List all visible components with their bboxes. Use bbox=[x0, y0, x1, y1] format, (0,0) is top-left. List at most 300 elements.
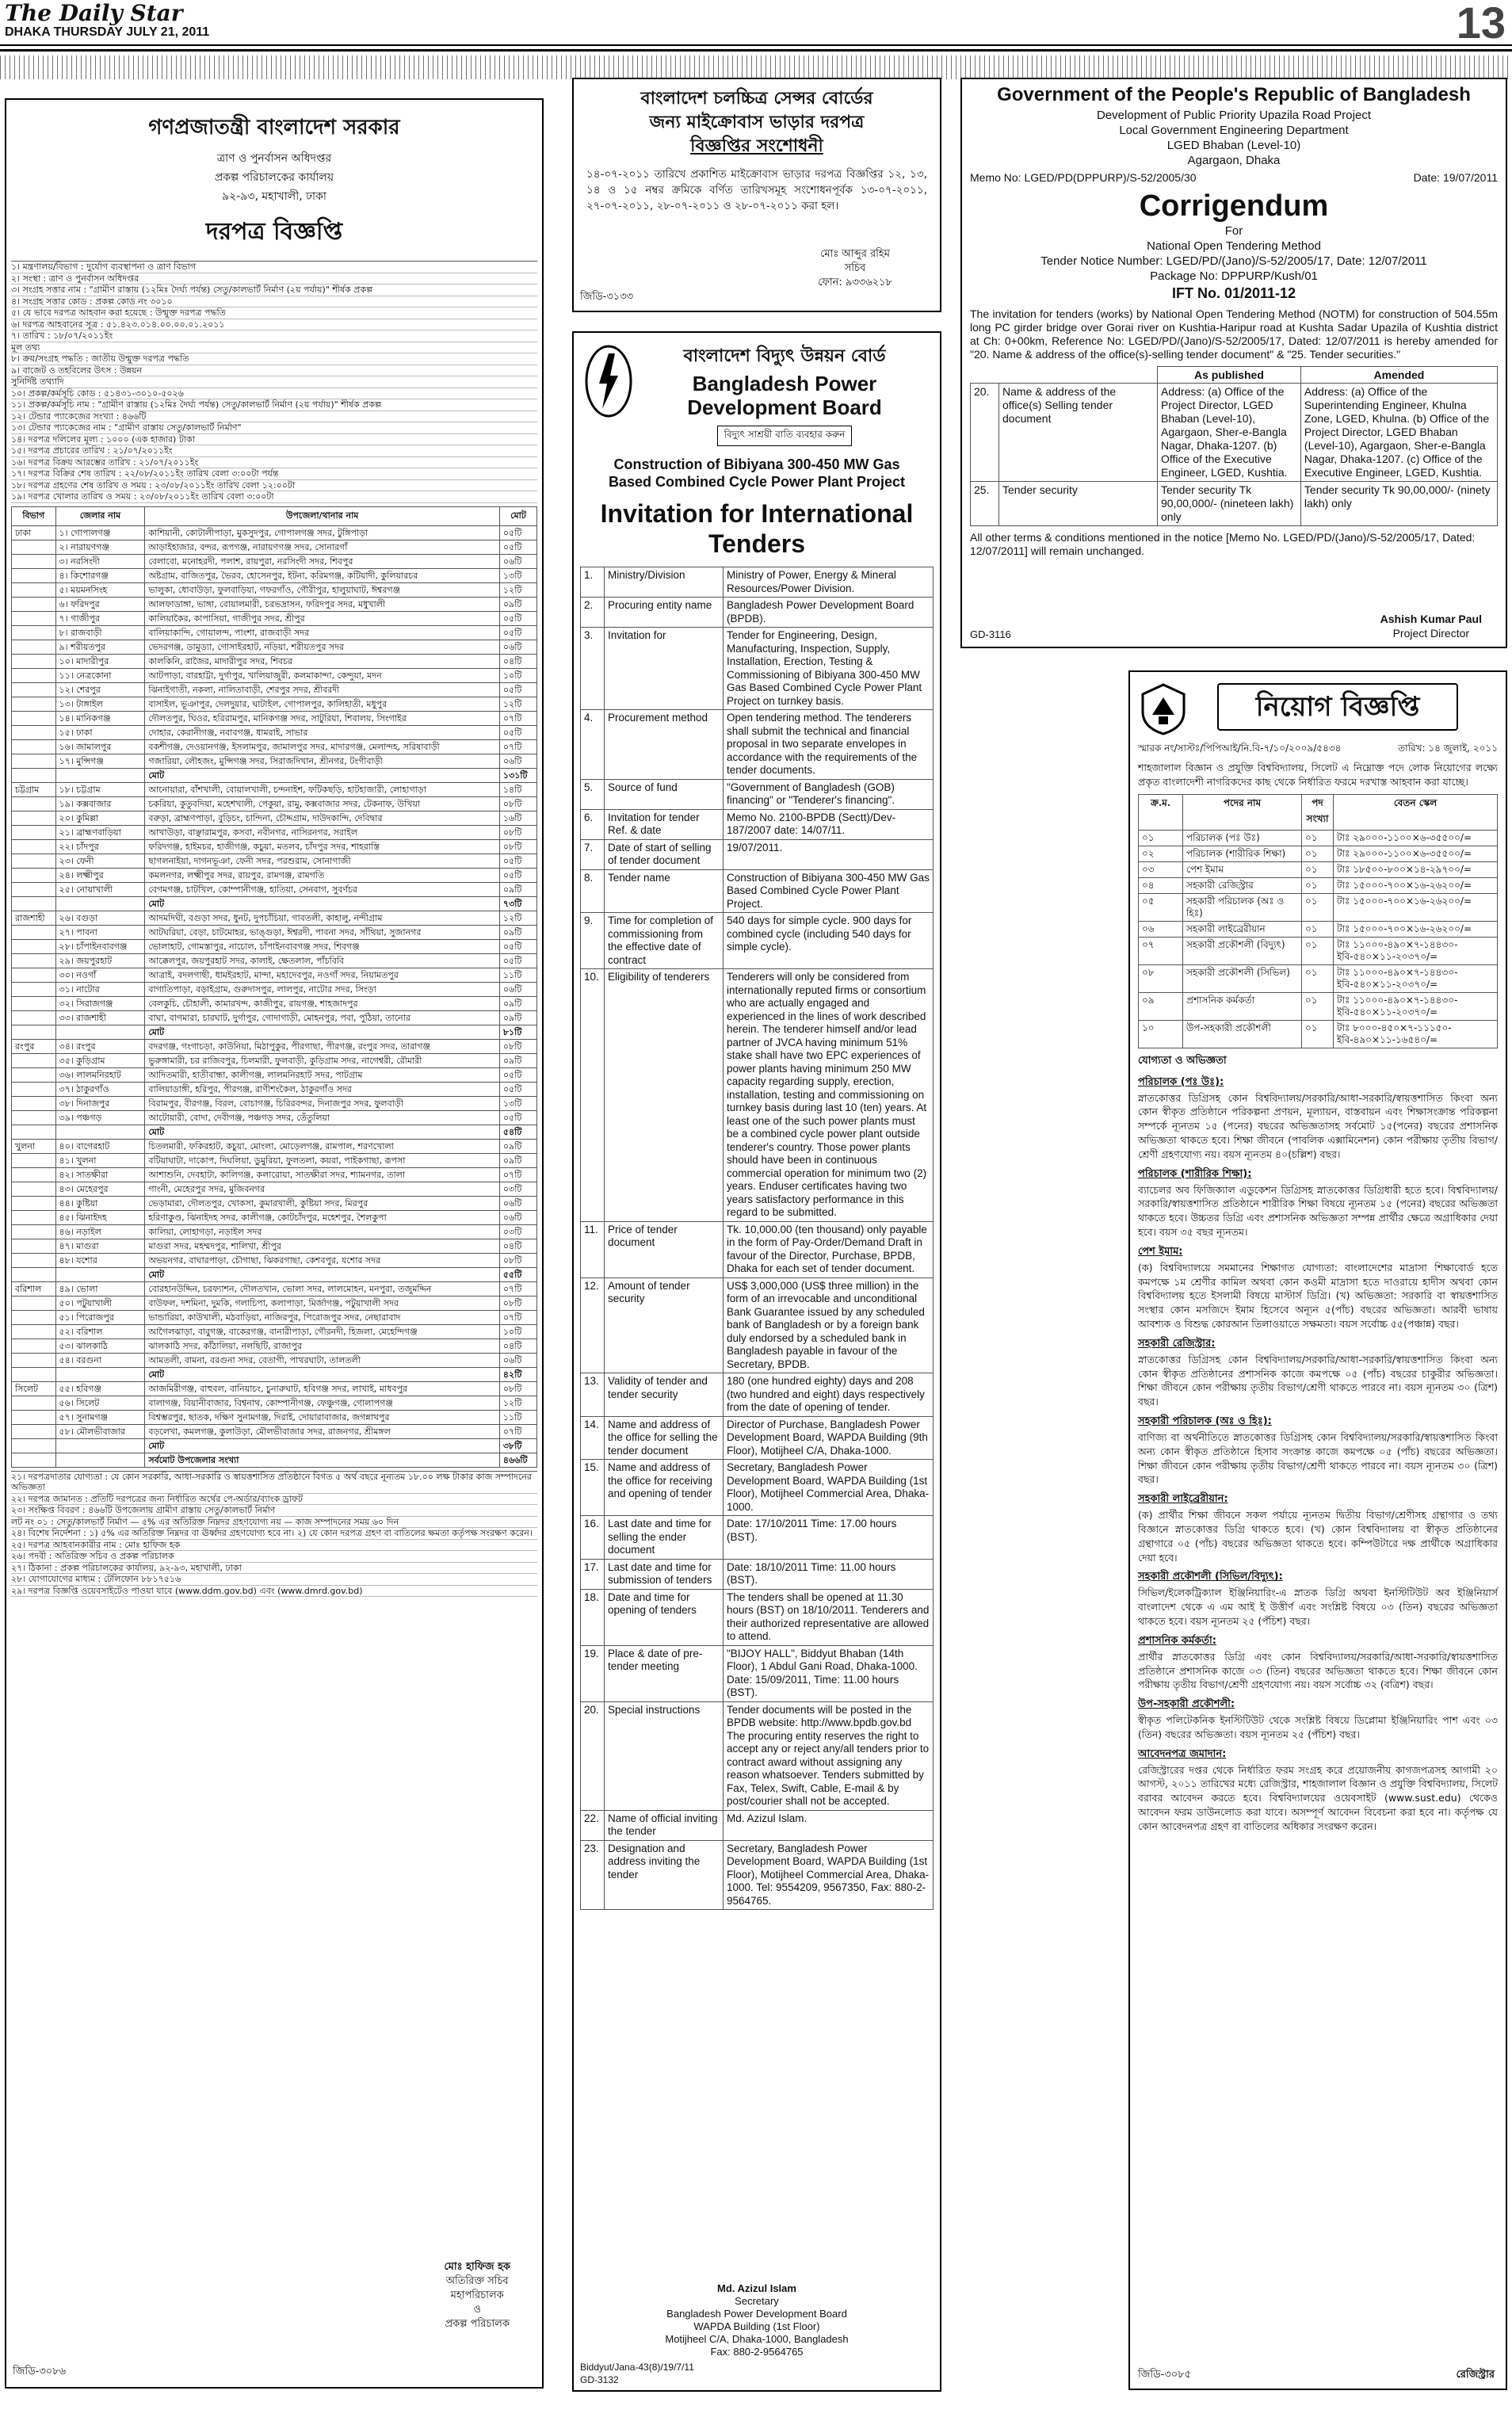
bpdb-cell: 13. bbox=[581, 1373, 605, 1417]
district-cell: ভুরুঙ্গামারী, চর রাজিবপুর, চিলমারী, ফুলবাড়ী, কুড়িগ্রাম সদর, নাগেশ্বরী, রৌমারী bbox=[145, 1053, 500, 1067]
district-row bbox=[12, 1296, 537, 1310]
district-cell bbox=[12, 1453, 56, 1467]
district-cell: ০৮টি bbox=[499, 825, 536, 839]
bpdb-cell: Last date and time for selling the ender document bbox=[605, 1516, 724, 1560]
district-cell: ০৫টি bbox=[499, 625, 536, 640]
district-cell: আটোয়ারী, বোদা, দেবীগঞ্জ, পঞ্চগড় সদর, তেঁতুলিয়া bbox=[145, 1110, 500, 1125]
district-cell: ১৩টি bbox=[499, 1096, 536, 1110]
district-cell bbox=[12, 668, 56, 682]
district-cell: বরুড়া, ব্রাহ্মণপাড়া, বুড়িচং, চান্দিনা, চৌদ্দগ্রাম, দাউদকান্দি, দেবিদ্বার bbox=[145, 811, 500, 825]
district-row bbox=[12, 1267, 537, 1281]
district-row bbox=[12, 582, 537, 597]
bpdb-gd-code: GD-3132 bbox=[580, 2374, 619, 2385]
district-cell: ২১। ব্রাহ্মণবাড়িয়া bbox=[55, 825, 145, 839]
niyog-post-cell: ০৯ bbox=[1139, 992, 1183, 1020]
district-cell bbox=[12, 640, 56, 654]
district-cell bbox=[12, 554, 56, 568]
bpdb-cell: Eligibility of tenderers bbox=[605, 969, 724, 1222]
district-cell: ৭। গাজীপুর bbox=[55, 611, 145, 625]
bpdb-itt-title-2: Tenders bbox=[708, 529, 806, 558]
district-cell: ০৩টি bbox=[499, 1182, 536, 1196]
district-cell: ২০। কুমিল্লা bbox=[55, 811, 145, 825]
district-cell bbox=[12, 1367, 56, 1381]
district-cell bbox=[12, 882, 56, 896]
district-cell: সর্বমোট উপজেলার সংখ্যা bbox=[145, 1453, 500, 1467]
bpdb-row bbox=[581, 1840, 934, 1910]
bpdb-row bbox=[581, 598, 934, 628]
district-cell bbox=[12, 725, 56, 739]
niyog-section-text: বাণিজ্য বা অর্থনীতিতে স্নাতকোত্তর ডিগ্রিসহ কোন বিশ্ববিদ্যালয়/সরকারি/স্বায়ত্তশাসিত কিংবা অন্য কোন স্বীকৃত প্রতিষ্ঠানে হিসাব সংক্রান্ত কাজে কমপক্ষে ০৫ (পাঁচ) বছরের অভিজ্ঞতা। শিক্ষা জীবনে কোন পরীক্ষায় তৃতীয় বিভাগ/শ্রেণী থাকতে পারবে না। বয়স ন্যূনতম ৩০ (ত্রিশ) বছর। bbox=[1138, 1430, 1498, 1486]
district-cell: ৪৪। কুষ্টিয়া bbox=[55, 1196, 145, 1210]
tender-info-row: ৬। দরপত্র আহবানের সূত্র : ৫১.৪২৩.০১৪.০০.০০.০১.২০১১ bbox=[11, 319, 537, 331]
tender-bottom-row: ২৭। ঠিকানা : প্রকল্প পরিচালকের কার্যালয়, ৯২-৯৩, মহাখালী, ঢাকা bbox=[11, 1563, 537, 1575]
district-cell: ০৭টি bbox=[499, 1167, 536, 1182]
district-cell: ১২টি bbox=[499, 911, 536, 925]
censor-body: ১৪-০৭-২০১১ তারিখে প্রকাশিত মাইক্রোবাস ভাড়ার দরপত্র বিজ্ঞপ্তির ১২, ১৩, ১৪ ও ১৫ নম্বর ক্রমিকে বর্ণিত তারিখসমূহ সংশোধনপূর্বক ১৩-০৭-২০১১, ২৭-০৭-২০১১, ২৮-০৭-২০১১ ও ২৮-০৭-২০১১ করা হল। bbox=[586, 168, 927, 212]
bpdb-cell: US$ 3,000,000 (US$ three million) in the form of an irrevocable and unconditional Bank Guarantee issued by any scheduled bank of Bangladesh or by a foreign bank duly endorsed by a scheduled bank in Bangladesh payable in favour of the Secretary, BPDB. bbox=[724, 1277, 934, 1373]
niyog-section-text: (ক) প্রার্থীর শিক্ষা জীবনে সকল পর্যায়ে ন্যূনতম দ্বিতীয় বিভাগ/শ্রেণীসহ গ্রন্থাগার ও তথ্য বিজ্ঞানে স্নাতকোত্তর ডিগ্রি থাকতে হবে। (খ) কোন বিশ্ববিদ্যালয় বা স্বীকৃত প্রতিষ্ঠানের গ্রন্থাগারে ০৫ (পাঁচ) বছরের অভিজ্ঞতা থাকতে হবে। কম্পিউটারে দক্ষ প্রার্থীকে অগ্রাধিকার দেয়া হবে। bbox=[1138, 1509, 1498, 1564]
district-cell bbox=[12, 682, 56, 697]
niyog-col-header: পদ সংখ্যা bbox=[1302, 794, 1334, 830]
corr-foot: All other terms & conditions mentioned in the notice [Memo No. LGED/PD/(Jano)/S-52/2005/17, Dated: 12/07/2011] will remain unchanged. bbox=[970, 531, 1476, 557]
district-cell: ০৭টি bbox=[499, 711, 536, 725]
bpdb-row bbox=[581, 710, 934, 780]
district-cell: আক্কেলপুর, জয়পুরহাট সদর, কালাই, ক্ষেতলাল, পাঁচবিবি bbox=[145, 953, 500, 968]
niyog-section-heading: সহকারী লাইব্রেরীয়ান: bbox=[1138, 1493, 1228, 1506]
niyog-gd-code: জিডি-৩০৮৫ bbox=[1138, 2369, 1192, 2381]
district-cell bbox=[12, 568, 56, 582]
district-cell: ৪২। সাতক্ষীরা bbox=[55, 1167, 145, 1182]
district-cell: ১১টি bbox=[499, 1410, 536, 1424]
district-row bbox=[12, 854, 537, 868]
district-cell bbox=[12, 625, 56, 640]
district-cell bbox=[12, 1196, 56, 1210]
tender-info-row: মূল তথ্য bbox=[11, 342, 537, 354]
tender-info-row: ১২। টেন্ডার প্যাকেজের সংখ্যা : ৪৬৬টি bbox=[11, 411, 537, 423]
district-cell: রাজশাহী bbox=[12, 911, 56, 925]
district-row bbox=[12, 982, 537, 996]
district-cell: ১২টি bbox=[499, 582, 536, 597]
district-cell bbox=[12, 1410, 56, 1424]
district-cell: ৪১। খুলনা bbox=[55, 1153, 145, 1167]
district-cell bbox=[55, 1025, 145, 1039]
corr-f3: Tender Notice Number: LGED/PD/(Jano)/S-52/2005/17, Date: 12/07/2011 bbox=[1040, 254, 1427, 268]
district-cell: আখাউড়া, বাঞ্ছারামপুর, কসবা, নবীনগর, নাসিরনগর, সরাইল bbox=[145, 825, 500, 839]
niyog-post-cell: ০৬ bbox=[1139, 921, 1183, 937]
bpdb-cell: Amount of tender security bbox=[605, 1277, 724, 1373]
district-cell: ০৭টি bbox=[499, 1310, 536, 1324]
niyog-section-text: (ক) বিশ্ববিদ্যালয়ে সমমানের শিক্ষাগত যোগ্যতা: বাংলাদেশের মাদ্রাসা শিক্ষাবোর্ড হতে কমপক্ষে ১ম শ্রেণীর কামিল অথবা কোন কওমী মাদ্রাসা হতে দাওরায়ে হাদীস অথবা কোন বিশ্ববিদ্যালয় হতে ইসলামী বিষয়ে মাস্টার্স ডিগ্রি। (খ) অভিজ্ঞতা: সরকারি বা স্বায়ত্তশাসিত সংস্থার কোন মসজিদে ইমাম হিসেবে অন্যূন ৫(পাঁচ) বছরের অভিজ্ঞতা। আরবী ভাষায় আবশ্যক ও বিশুদ্ধ কোরআন তিলাওয়াতে সক্ষমতা। বয়স সর্বোচ্চ ৫৫(পঞ্চান্ন) বছর। bbox=[1138, 1261, 1498, 1330]
district-cell: ৪০। বাগেরহাট bbox=[55, 1139, 145, 1153]
district-cell: ১২টি bbox=[499, 697, 536, 711]
bpdb-cell: 23. bbox=[581, 1840, 605, 1910]
tender-info-row: ১৬। দরপত্র বিক্রয় আরম্ভের তারিখ : ২১/০৭/২০১১ইং bbox=[11, 457, 537, 469]
bpdb-cell: Date: 17/10/2011 Time: 17.00 hours (BST). bbox=[724, 1516, 934, 1560]
bpdb-row bbox=[581, 839, 934, 869]
district-cell: ১৪টি bbox=[499, 782, 536, 796]
district-cell: ০৫টি bbox=[499, 868, 536, 882]
district-cell bbox=[12, 654, 56, 668]
district-cell: আদমদিঘী, বগুড়া সদর, ধুনট, দুপচাঁচিয়া, গাবতলী, কাহালু, নন্দীগ্রাম bbox=[145, 911, 500, 925]
bpdb-cell: 3. bbox=[581, 628, 605, 710]
corr-f4: Package No: DPPURP/Kush/01 bbox=[1150, 269, 1318, 283]
bpdb-cell: Time for completion of commissioning from the effective date of contract bbox=[605, 913, 724, 969]
niyog-section-heading: সহকারী প্রকৌশলী (সিভিল/বিদ্যুৎ): bbox=[1138, 1571, 1283, 1583]
district-cell: ৫৪টি bbox=[499, 1125, 536, 1139]
niyog-post-row bbox=[1139, 921, 1498, 937]
corr-r20-no: 20. bbox=[971, 384, 999, 482]
bpdb-cell: Tk. 10,000.00 (ten thousand) only payable in the form of Pay-Order/Demand Draft in favour of the Director, Purchase, BPDB, Dhaka for each set of tender document. bbox=[724, 1221, 934, 1277]
district-cell: ২৩। ফেনী bbox=[55, 854, 145, 868]
district-cell: হরিণাকুণ্ড, ঝিনাইদহ সদর, কালীগঞ্জ, কোটচাঁদপুর, মহেশপুর, শৈলকুপা bbox=[145, 1210, 500, 1224]
district-cell: বেলকুচি, চৌহালী, কামারখন্দ, কাজীপুর, রায়গঞ্জ, শাহজাদপুর bbox=[145, 996, 500, 1010]
niyog-post-cell: ১০ bbox=[1139, 1020, 1183, 1048]
niyog-section-text: স্বীকৃত পলিটেকনিক ইনস্টিটিউট থেকে সংশ্লিষ্ট বিষয়ে ডিপ্লোমা ইঞ্জিনিয়ারিং পাশ এবং ০৩ (তিন) বছরের অভিজ্ঞতা। বয়স ন্যূনতম ২৫ (পঁচিশ) বছর। bbox=[1138, 1714, 1498, 1740]
bpdb-table bbox=[580, 567, 934, 1910]
bpdb-row bbox=[581, 1559, 934, 1589]
district-cell: ১০। মাদারীপুর bbox=[55, 654, 145, 668]
niyog-section-heading: সহকারী রেজিস্ট্রার: bbox=[1138, 1337, 1216, 1350]
district-cell: ০৯টি bbox=[499, 1153, 536, 1167]
district-row bbox=[12, 540, 537, 554]
page-number: 13 bbox=[1456, 0, 1506, 48]
bpdb-project-line-1: Construction of Bibiyana 300-450 MW Gas bbox=[613, 456, 900, 472]
district-col-header: বিভাগ bbox=[12, 506, 56, 525]
tender-sign-title1: অতিরিক্ত সচিব bbox=[445, 2275, 509, 2287]
district-row bbox=[12, 925, 537, 939]
district-cell bbox=[12, 611, 56, 625]
district-cell bbox=[12, 582, 56, 597]
district-cell: ৮১টি bbox=[499, 1025, 536, 1039]
district-cell: ঢাকা bbox=[12, 525, 56, 540]
district-cell: ০৫টি bbox=[499, 1067, 536, 1082]
bpdb-cell: Place & date of pre-tender meeting bbox=[605, 1645, 724, 1701]
niyog-post-cell: ০২ bbox=[1139, 846, 1183, 861]
district-cell: ০৫টি bbox=[499, 939, 536, 953]
bpdb-sign-name: Md. Azizul Islam bbox=[717, 2282, 796, 2294]
tender-info-row: সুনির্দিষ্ট তথ্যাদি bbox=[11, 376, 537, 388]
district-cell: চিতলমারী, ফকিরহাট, কচুয়া, মোংলা, মোড়েলগঞ্জ, রামপাল, শরণখোলা bbox=[145, 1139, 500, 1153]
bpdb-cell: 180 (one hundred eighty) days and 208 (two hundred and eight) days respectively from the date of opening of tender. bbox=[724, 1373, 934, 1417]
bpdb-cell: 6. bbox=[581, 809, 605, 839]
district-cell: আমতলী, বামনা, বরগুনা সদর, বেতাগী, পাথরঘাটা, তালতলী bbox=[145, 1353, 500, 1367]
university-logo-icon bbox=[1141, 683, 1186, 735]
district-cell bbox=[12, 854, 56, 868]
niyog-post-cell: ০৩ bbox=[1139, 861, 1183, 877]
niyog-post-cell: ০১ bbox=[1302, 921, 1334, 937]
district-cell bbox=[12, 1053, 56, 1067]
district-cell: আজমিরীগঞ্জ, বাহুবল, বানিয়াচং, চুনারুঘাট, হবিগঞ্জ সদর, লাখাই, মাধবপুর bbox=[145, 1381, 500, 1396]
bpdb-cell: Construction of Bibiyana 300-450 MW Gas Based Combined Cycle Power Plant Project. bbox=[724, 869, 934, 913]
district-cell bbox=[12, 1296, 56, 1310]
bpdb-cell: Name and address of the office for selling the tender document bbox=[605, 1416, 724, 1460]
tender-info-row: ৫। যে ভাবে দরপত্র আহবান করা হয়েছে : উন্মুক্ত দরপত্র পদ্ধতি bbox=[11, 307, 537, 319]
bpdb-cell: 540 days for simple cycle. 900 days for combined cycle (including 540 days for simple cycle). bbox=[724, 913, 934, 969]
bpdb-invitation-notice bbox=[572, 331, 941, 2392]
district-cell bbox=[12, 1339, 56, 1353]
censor-gd-code: জিডি-৩১৩৩ bbox=[580, 291, 634, 303]
district-table-wrap bbox=[11, 506, 537, 1468]
district-row bbox=[12, 1082, 537, 1096]
bpdb-cell: 11. bbox=[581, 1221, 605, 1277]
district-row bbox=[12, 525, 537, 540]
district-row bbox=[12, 1339, 537, 1353]
district-row bbox=[12, 1453, 537, 1467]
niyog-post-cell: ০৪ bbox=[1139, 877, 1183, 893]
tender-info-row: ১১। প্রকল্প/কর্মসূচি নাম : "গ্রামীণ রাস্তায় (১২মিঃ দৈর্ঘ্য পর্যন্ত) সেতু/কালভার্ট নির্মাণ (২য় পর্যায়)" শীর্ষক প্রকল্প bbox=[11, 399, 537, 411]
niyog-post-cell: উপ-সহকারী প্রকৌশলী bbox=[1183, 1020, 1302, 1048]
niyog-post-cell: সহকারী পরিচালক (অঃ ও হিঃ) bbox=[1183, 893, 1302, 921]
corr-l1: Development of Public Priority Upazila Road Project bbox=[1097, 109, 1371, 122]
bpdb-cell: 19. bbox=[581, 1645, 605, 1701]
district-cell: আদিতমারী, হাতীবান্ধা, কালীগঞ্জ, লালমনিরহাট সদর, পাটগ্রাম bbox=[145, 1067, 500, 1082]
district-row bbox=[12, 1053, 537, 1067]
district-cell: বড়লেখা, কমলগঞ্জ, কুলাউড়া, মৌলভীবাজার সদর, রাজনগর, শ্রীমঙ্গল bbox=[145, 1424, 500, 1438]
bpdb-row bbox=[581, 913, 934, 969]
bpdb-cell: Date: 18/10/2011 Time: 11.00 hours (BST). bbox=[724, 1559, 934, 1589]
district-cell: ৪৯। ভোলা bbox=[55, 1281, 145, 1296]
district-cell: চট্টগ্রাম bbox=[12, 782, 56, 796]
bpdb-row bbox=[581, 1221, 934, 1277]
district-cell bbox=[12, 1153, 56, 1167]
district-cell: ৩৬। লালমনিরহাট bbox=[55, 1067, 145, 1082]
bpdb-ref: Biddyut/Jana-43(8)/19/7/11 bbox=[580, 2362, 694, 2373]
district-row bbox=[12, 839, 537, 854]
district-row bbox=[12, 554, 537, 568]
district-cell bbox=[12, 811, 56, 825]
tender-gov-title: গণপ্রজাতন্ত্রী বাংলাদেশ সরকার bbox=[148, 116, 400, 139]
district-cell: ১৩১টি bbox=[499, 768, 536, 782]
district-cell: মাগুরা সদর, মহম্মদপুর, শালিখা, শ্রীপুর bbox=[145, 1239, 500, 1253]
bpdb-cell: Director of Purchase, Bangladesh Power Development Board, WAPDA Building (9th Floor), Motijheel C/A, Dhaka-1000. bbox=[724, 1416, 934, 1460]
district-row bbox=[12, 1096, 537, 1110]
tender-info-row: ৩। সংগ্রহ সত্তার নাম : "গ্রামীণ রাস্তায় (১২মিঃ দৈর্ঘ্য পর্যন্ত) সেতু/কালভার্ট নির্মাণ (২য় পর্যায়)" শীর্ষক প্রকল্প bbox=[11, 285, 537, 296]
niyog-sign: রেজিস্ট্রার bbox=[1456, 2369, 1495, 2381]
district-row bbox=[12, 1110, 537, 1125]
tender-bottom-row: ২৩। সংক্ষিপ্ত বিবরণ : ৪৬৬টি উপজেলায় গ্রামীণ রাস্তায় সেতু/কালভার্ট নির্মাণ bbox=[11, 1505, 537, 1517]
district-cell: মোট bbox=[145, 1438, 500, 1453]
district-cell: ৫৩। ঝালকাঠি bbox=[55, 1339, 145, 1353]
district-cell: ৩১। নাটোর bbox=[55, 982, 145, 996]
niyog-memo: স্মারক নং/সাস্টঃ/পিপিআই/নি.বি-৭/১০/২০০৯/৫৪৩৪ bbox=[1138, 743, 1342, 754]
bpdb-cell: Secretary, Bangladesh Power Development Board, WAPDA Building (1st Floor), Motijheel Commercial Area, Dhaka-1000. bbox=[724, 1460, 934, 1516]
niyog-post-cell: ০১ bbox=[1302, 893, 1334, 921]
district-cell: ০৫টি bbox=[499, 611, 536, 625]
bpdb-cell: Name of official inviting the tender bbox=[605, 1810, 724, 1840]
district-cell: ৩০। নওগাঁ bbox=[55, 968, 145, 982]
tender-info-row: ১৭। দরপত্র বিক্রির শেষ তারিখ : ২২/০৮/২০১১ইং তারিখ বেলা ৩:০০টা পর্যন্ত bbox=[11, 468, 537, 480]
district-cell bbox=[12, 1310, 56, 1324]
niyog-post-cell: টাঃ ২৯০০০-১১০০×৬-৩৫৫০০/= bbox=[1334, 846, 1498, 861]
district-row bbox=[12, 682, 537, 697]
district-cell: ০৫টি bbox=[499, 1082, 536, 1096]
district-cell: মোট bbox=[145, 1125, 500, 1139]
bpdb-cell: 1. bbox=[581, 567, 605, 598]
tender-info-row: ৪। সংগ্রহ সত্তার কোড : প্রকল্প কোড নং ৩০১০ bbox=[11, 296, 537, 308]
district-cell: ০৬টি bbox=[499, 1196, 536, 1210]
corr-head-published: As published bbox=[1158, 367, 1301, 384]
district-cell: মোট bbox=[145, 896, 500, 911]
niyog-section-text: রেজিস্ট্রারের দপ্তর থেকে নির্ধারিত ফরম সংগ্রহ করে প্রয়োজনীয় কাগজপত্রসহ আগামী ২০ আগস্ট, ২০১১ তারিখের মধ্যে রেজিস্ট্রার, শাহজালাল বিজ্ঞান ও প্রযুক্তি বিশ্ববিদ্যালয়, সিলেট বরাবর আবেদন করতে হবে। বিশ্ববিদ্যালয়ের ওয়েবসাইট (www.sust.edu) থেকেও আবেদন ফরম ডাউনলোড করা যাবে। অসম্পূর্ণ আবেদন বিবেচনা করা হবে না। কর্তৃপক্ষ যে কোন আবেদনপত্র গ্রহণ বা বাতিলের অধিকার সংরক্ষণ করেন। bbox=[1138, 1763, 1498, 1832]
tender-info-row: ২। সংস্থা : ত্রাণ ও পুনর্বাসন অধিদপ্তর bbox=[11, 273, 537, 285]
district-cell: বটিয়াঘাটা, দাকোপ, দিঘলিয়া, ডুমুরিয়া, ফুলতলা, কয়রা, পাইকগাছা, রূপসা bbox=[145, 1153, 500, 1167]
bpdb-row bbox=[581, 969, 934, 1222]
district-cell: ৪৬৬টি bbox=[499, 1453, 536, 1467]
district-row bbox=[12, 1438, 537, 1453]
niyog-title: নিয়োগ বিজ্ঞপ্তি bbox=[1217, 683, 1458, 731]
niyog-post-cell: টাঃ ১৮৫০০-৮০০×১৪-২৯৭০০/= bbox=[1334, 861, 1498, 877]
corr-title: Corrigendum bbox=[1139, 189, 1329, 223]
district-cell: বিশ্বম্ভরপুর, ছাতক, দক্ষিণ সুনামগঞ্জ, দিরাই, দোয়ারাবাজার, জগন্নাথপুর bbox=[145, 1410, 500, 1424]
bpdb-cell: Validity of tender and tender security bbox=[605, 1373, 724, 1417]
district-row bbox=[12, 1224, 537, 1239]
bangla-tender-notice bbox=[5, 98, 544, 2389]
niyog-section-text: সিভিল/ইলেকট্রিক্যাল ইঞ্জিনিয়ারিং-এ স্নাতক ডিগ্রি অথবা ইনস্টিটিউট অব ইঞ্জিনিয়ার্স বাংলাদেশ থেকে এ এম আই ই উত্তীর্ণ এবং সংশ্লিষ্ট বিষয়ে ০৩ (তিন) বছরের অভিজ্ঞতা থাকতে হবে। বয়স ন্যূনতম ২৫ (পঁচিশ) বছর। bbox=[1138, 1587, 1498, 1627]
tender-sign-title2: মহাপরিচালক bbox=[450, 2289, 504, 2301]
district-cell bbox=[12, 1424, 56, 1438]
district-cell bbox=[12, 1182, 56, 1196]
district-cell: ১০টি bbox=[499, 668, 536, 682]
tender-info-row: ১। মন্ত্রণালয়/বিভাগ : দুর্যোগ ব্যবস্থাপনা ও ত্রাণ বিভাগ bbox=[11, 262, 537, 273]
censor-phone: ফোন: ৯৩৩৬২১৮ bbox=[818, 277, 892, 288]
district-cell: ০৭টি bbox=[499, 1281, 536, 1296]
district-cell: ৩৭। ঠাকুরগাঁও bbox=[55, 1082, 145, 1096]
hatch-strip-top bbox=[0, 55, 1512, 79]
district-cell bbox=[12, 768, 56, 782]
district-cell: আটপাড়া, বারহাট্টা, দুর্গাপুর, খালিয়াজুরী, কলমাকান্দা, কেন্দুয়া, মদন bbox=[145, 668, 500, 682]
district-cell: ঝিনাইগাতী, নকলা, নালিতাবাড়ী, শেরপুর সদর, শ্রীবরদী bbox=[145, 682, 500, 697]
district-cell: ছাগলনাইয়া, দাগনভূঞা, ফেনী সদর, পরশুরাম, সোনাগাজী bbox=[145, 854, 500, 868]
district-row bbox=[12, 1182, 537, 1196]
district-cell bbox=[12, 754, 56, 768]
niyog-post-cell: পেশ ইমাম bbox=[1183, 861, 1302, 877]
district-cell: ৫৬। সিলেট bbox=[55, 1396, 145, 1410]
district-cell: ০৮টি bbox=[499, 839, 536, 854]
district-cell: বাঘা, বাগমারা, চারঘাট, দুর্গাপুর, গোদাগাড়ী, মোহনপুর, পবা, পুঠিয়া, তানোর bbox=[145, 1010, 500, 1025]
corr-signature bbox=[1380, 612, 1482, 640]
bpdb-row bbox=[581, 1589, 934, 1645]
district-cell: ১৮। চট্টগ্রাম bbox=[55, 782, 145, 796]
niyog-post-cell: টাঃ ১৫০০০-৭০০×১৬-২৬২০০/= bbox=[1334, 877, 1498, 893]
district-row bbox=[12, 825, 537, 839]
district-cell: ১৭। মুন্সিগঞ্জ bbox=[55, 754, 145, 768]
tender-gd-code: জিডি-৩০৮৬ bbox=[13, 2366, 67, 2377]
tender-bottom-row: ২১। দরপত্রদাতার যোগ্যতা : যে কোন সরকারি, আধা-সরকারি ও স্বায়ত্তশাসিত প্রতিষ্ঠানে বিগত ৫ অর্থ বছরে নূন্যতম ১৮.০০ লক্ষ টাকার কাজ সম্পাদনের অভিজ্ঞতা bbox=[11, 1472, 537, 1494]
niyog-post-row bbox=[1139, 830, 1498, 846]
niyog-post-cell: ০১ bbox=[1302, 937, 1334, 964]
tender-info-row: ১৪। দরপত্র দলিলের মূল্য : ১০০০ (এক হাজার) টাকা bbox=[11, 434, 537, 446]
bpdb-cell: 19/07/2011. bbox=[724, 839, 934, 869]
district-cell bbox=[12, 1239, 56, 1253]
district-cell: ৬। ফরিদপুর bbox=[55, 597, 145, 611]
corr-body: The invitation for tenders (works) by National Open Tendering Method (NOTM) for construction of 504.55m long PC girder bridge over Gorai river on Kushtia-Haripur road at Kushta Sadar Upazila of Kushtia district at Ch: 0+00km, Reference No: LGED/PD/(Jano)/S-52/2005/17, Dated: 12/07/2011 is hereby amended for "20. Name & address of the office(s)-selling tender document" & "25. Tender securities." bbox=[970, 307, 1498, 361]
tender-bottom-row: ২৯। দরপত্র বিজ্ঞপ্তি ওয়েবসাইটেও পাওয়া যাবে (www.ddm.gov.bd) এবং (www.dmrd.gov.bd) bbox=[11, 1586, 537, 1598]
corr-r25-amended: Tender security Tk 90,00,000/- (ninety lakh) only bbox=[1300, 482, 1497, 526]
district-cell: ৩৮টি bbox=[499, 1438, 536, 1453]
district-row bbox=[12, 654, 537, 668]
district-row bbox=[12, 739, 537, 754]
district-cell: বেগমগঞ্জ, চাটখিল, কোম্পানীগঞ্জ, হাতিয়া, সেনবাগ, সুবর্ণচর bbox=[145, 882, 500, 896]
district-cell: রংপুর bbox=[12, 1039, 56, 1053]
bpdb-sign-l3: WAPDA Building (1st Floor) bbox=[693, 2320, 820, 2332]
bpdb-name-en-2: Development Board bbox=[687, 395, 882, 419]
district-cell: আটঘরিয়া, বেড়া, চাটমোহর, ভাঙ্গুড়া, ঈশ্বরদী, পাবনা সদর, সাঁথিয়া, সুজানগর bbox=[145, 925, 500, 939]
corr-sign-name: Ashish Kumar Paul bbox=[1380, 613, 1482, 625]
niyog-post-cell: ০১ bbox=[1139, 830, 1183, 846]
district-row bbox=[12, 939, 537, 953]
district-cell: ০৫টি bbox=[499, 725, 536, 739]
district-cell: সিলেট bbox=[12, 1381, 56, 1396]
district-cell: ০৫টি bbox=[499, 854, 536, 868]
censor-title-1: বাংলাদেশ চলচ্চিত্র সেন্সর বোর্ডের bbox=[640, 89, 873, 109]
district-cell: ৪৩। মেহেরপুর bbox=[55, 1182, 145, 1196]
niyog-section-heading: আবেদনপত্র জমাদান: bbox=[1138, 1747, 1227, 1760]
district-cell: আশাশুনি, দেবহাটা, কালিগঞ্জ, কলারোয়া, সাতক্ষীরা সদর, শ্যামনগর, তালা bbox=[145, 1167, 500, 1182]
district-row bbox=[12, 1025, 537, 1039]
district-row bbox=[12, 711, 537, 725]
bpdb-row bbox=[581, 1460, 934, 1516]
bpdb-row bbox=[581, 1516, 934, 1560]
tender-info-row: ১৯। দরপত্র খোলার তারিখ ও সময় : ২৩/০৮/২০১১ইং তারিখ বেলা ৩:০০টা bbox=[11, 491, 537, 503]
censor-sign-title: সচিব bbox=[844, 262, 866, 274]
district-row bbox=[12, 1010, 537, 1025]
bpdb-cell: "Government of Bangladesh (GOB) financing" or "Tenderer's financing". bbox=[724, 779, 934, 809]
district-cell: ০৫টি bbox=[499, 540, 536, 554]
district-row bbox=[12, 796, 537, 811]
niyog-section-heading: প্রশাসনিক কর্মকর্তা: bbox=[1138, 1634, 1216, 1647]
district-cell bbox=[55, 1453, 145, 1467]
district-cell bbox=[12, 1010, 56, 1025]
niyog-post-cell: সহকারী প্রকৌশলী (সিভিল) bbox=[1183, 964, 1302, 992]
district-row bbox=[12, 1139, 537, 1153]
district-cell: ১২টি bbox=[499, 1396, 536, 1410]
corr-ift: IFT No. 01/2011-12 bbox=[1171, 285, 1296, 301]
bpdb-cell: 12. bbox=[581, 1277, 605, 1373]
district-cell: ৫০। পটুয়াখালী bbox=[55, 1296, 145, 1310]
tender-dept: ত্রাণ ও পুনর্বাসন অধিদপ্তর bbox=[216, 152, 332, 165]
lged-corrigendum-notice bbox=[960, 78, 1507, 648]
tender-bottom-row: ২৫। দরপত্র আহবানকারীর নাম : মোঃ হাফিজ হক bbox=[11, 1540, 537, 1552]
district-cell: আড়াইহাজার, বন্দর, রূপগঞ্জ, নারায়ণগঞ্জ সদর, সোনারগাঁ bbox=[145, 540, 500, 554]
district-cell: ৫৫টি bbox=[499, 1267, 536, 1281]
niyog-post-cell: সহকারী রেজিস্ট্রার bbox=[1183, 877, 1302, 893]
niyog-section-text: স্নাতকোত্তর ডিগ্রিসহ কোন বিশ্ববিদ্যালয়/সরকারি/আধা-সরকারি/স্বায়ত্তশাসিত কিংবা অন্য কোন স্বীকৃত প্রতিষ্ঠানে পরিকল্পনা প্রণয়ন, মূল্যায়ন, বাস্তবায়ন এবং শিক্ষাসংক্রান্ত পরিকল্পনা সম্পর্কে ন্যূনতম ১৫ (পনের) বছরের অভিজ্ঞতাসহ সর্বমোট ১৫(পনের) বছরের প্রশাসনিক অভিজ্ঞতা থাকতে হবে। শিক্ষা জীবনে (পাবলিক এক্সামিনেশন) কোন পরীক্ষায় তৃতীয় বিভাগ/শ্রেণী গ্রহণযোগ্য নয়। বয়স ন্যূনতম ৪০(চল্লিশ) বছর। bbox=[1138, 1091, 1498, 1160]
bpdb-slogan: বিদ্যুৎ সাশ্রয়ী বাতি ব্যবহার করুন bbox=[717, 426, 853, 446]
district-cell: ০৬টি bbox=[499, 1210, 536, 1224]
bpdb-cell: Memo No. 2100-BPDB (Sectt)/Dev-187/2007 date: 14/07/11. bbox=[724, 809, 934, 839]
niyog-post-row bbox=[1139, 937, 1498, 964]
district-row bbox=[12, 668, 537, 682]
niyog-post-cell: ০১ bbox=[1302, 964, 1334, 992]
tender-info-row: ১৩। টেন্ডার প্যাকেজের নাম : "গ্রামীণ রাস্তায় সেতু/কালভার্ট নির্মাণ" bbox=[11, 422, 537, 434]
district-cell bbox=[12, 1082, 56, 1096]
district-row bbox=[12, 697, 537, 711]
district-cell: ঝালকাঠি সদর, কাঁঠালিয়া, নলছিটি, রাজাপুর bbox=[145, 1339, 500, 1353]
district-cell: ০৮টি bbox=[499, 1381, 536, 1396]
district-cell bbox=[12, 1025, 56, 1039]
district-cell bbox=[12, 796, 56, 811]
district-cell: ০৭টি bbox=[499, 1424, 536, 1438]
bpdb-cell: Invitation for tender Ref. & date bbox=[605, 809, 724, 839]
district-cell: ৩৮। দিনাজপুর bbox=[55, 1096, 145, 1110]
district-cell: ০৫টি bbox=[499, 682, 536, 697]
district-cell bbox=[12, 896, 56, 911]
district-cell: ১৯। কক্সবাজার bbox=[55, 796, 145, 811]
district-cell bbox=[12, 1396, 56, 1410]
tender-bottom-row: ২৮। যোগাযোগের মাধ্যম : টেলিফোন ৮৮১৭৫১৬ bbox=[11, 1574, 537, 1586]
district-cell: গাংনী, মেহেরপুর সদর, মুজিবনগর bbox=[145, 1182, 500, 1196]
tender-heading: দরপত্র বিজ্ঞপ্তি bbox=[205, 218, 343, 246]
